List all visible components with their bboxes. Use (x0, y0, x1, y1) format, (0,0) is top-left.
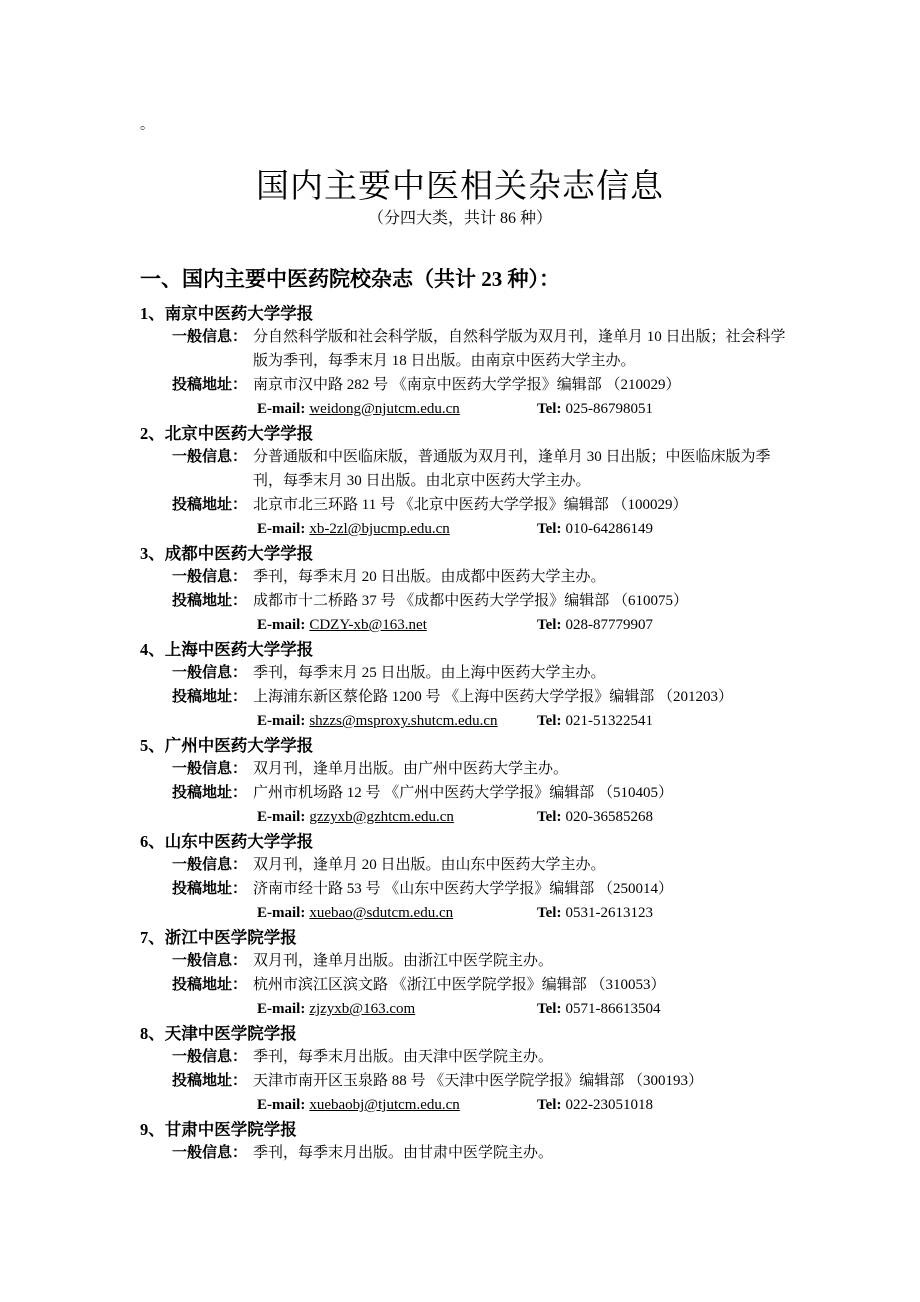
info-label: 一般信息： (172, 1145, 248, 1161)
info-value: 双月刊，逢单月出版。由浙江中医学院主办。 (253, 953, 554, 969)
email-link[interactable]: shzzs@msproxy.shutcm.edu.cn (309, 713, 498, 729)
tel-value: 010-64286149 (565, 521, 653, 537)
address-row (140, 373, 800, 397)
tel-label: Tel: (537, 521, 562, 537)
section-heading: 一、国内主要中医药院校杂志（共计 23 种）： (140, 267, 560, 291)
address-value: 北京市北三环路 11 号 《北京中医药大学学报》编辑部 （100029） (253, 497, 688, 513)
page-subtitle: （分四大类，共计 86 种） (367, 210, 552, 227)
journal-title: 8、天津中医学院学报 (140, 1024, 297, 1043)
email-link[interactable]: xuebao@sdutcm.edu.cn (309, 905, 454, 921)
email-link[interactable]: xuebaobj@tjutcm.edu.cn (309, 1097, 460, 1113)
journal-title: 7、浙江中医学院学报 (140, 928, 297, 947)
info-value: 季刊，每季末月出版。由甘肃中医学院主办。 (253, 1145, 554, 1161)
address-value: 南京市汉中路 282 号 《南京中医药大学学报》编辑部 （210029） (253, 377, 681, 393)
address-row (140, 973, 800, 997)
journal-entry (140, 1021, 800, 1117)
journal-title: 5、广州中医药大学学报 (140, 736, 314, 755)
tel-value: 025-86798051 (565, 401, 653, 417)
contact-row (140, 397, 800, 421)
contact-row (140, 517, 800, 541)
info-row (140, 1045, 800, 1069)
info-value: 季刊，每季末月出版。由天津中医学院主办。 (253, 1049, 554, 1065)
address-row (140, 685, 800, 709)
email-link[interactable]: xb-2zl@bjucmp.edu.cn (309, 521, 450, 537)
tel-value: 020-36585268 (565, 809, 653, 825)
address-label: 投稿地址： (172, 497, 248, 513)
info-row (140, 445, 800, 493)
tel-value: 028-87779907 (565, 617, 653, 633)
journal-entry (140, 637, 800, 733)
contact-row (140, 613, 800, 637)
info-label: 一般信息： (172, 665, 248, 681)
info-value: 分普通版和中医临床版，普通版为双月刊，逢单月 30 日出版；中医临床版为季刊，每季末月 30 日出版。由北京中医药大学主办。 (253, 449, 771, 489)
info-row (140, 853, 800, 877)
info-row (140, 325, 800, 373)
contact-row (140, 1093, 800, 1117)
tel-label: Tel: (537, 809, 562, 825)
address-value: 上海浦东新区蔡伦路 1200 号 《上海中医药大学学报》编辑部 （201203） (253, 689, 734, 705)
email-label: E-mail: (257, 905, 306, 921)
info-label: 一般信息： (172, 569, 248, 585)
address-label: 投稿地址： (172, 689, 248, 705)
info-row (140, 1141, 800, 1165)
journal-entry (140, 421, 800, 541)
journal-title: 3、成都中医药大学学报 (140, 544, 314, 563)
tel-label: Tel: (537, 905, 562, 921)
info-row (140, 565, 800, 589)
address-label: 投稿地址： (172, 785, 248, 801)
contact-row (140, 997, 800, 1021)
email-link[interactable]: CDZY-xb@163.net (309, 617, 427, 633)
journal-title: 1、南京中医药大学学报 (140, 304, 314, 323)
journal-entry (140, 541, 800, 637)
email-label: E-mail: (257, 713, 306, 729)
info-value: 分自然科学版和社会科学版，自然科学版为双月刊，逢单月 10 日出版；社会科学版为季刊，每季末月 18 日出版。由南京中医药大学主办。 (253, 329, 786, 369)
address-value: 广州市机场路 12 号 《广州中医药大学学报》编辑部 （510405） (253, 785, 674, 801)
contact-row (140, 709, 800, 733)
tel-value: 0531-2613123 (565, 905, 653, 921)
info-value: 双月刊，逢单月出版。由广州中医药大学主办。 (253, 761, 569, 777)
contact-row (140, 805, 800, 829)
tel-value: 021-51322541 (565, 713, 653, 729)
address-label: 投稿地址： (172, 1073, 248, 1089)
info-label: 一般信息： (172, 1049, 248, 1065)
journal-title: 9、甘肃中医学院学报 (140, 1120, 297, 1139)
email-label: E-mail: (257, 401, 306, 417)
email-link[interactable]: weidong@njutcm.edu.cn (309, 401, 460, 417)
address-label: 投稿地址： (172, 881, 248, 897)
email-label: E-mail: (257, 1097, 306, 1113)
address-value: 杭州市滨江区滨文路 《浙江中医学院学报》编辑部 （310053） (253, 977, 666, 993)
address-row (140, 877, 800, 901)
address-value: 天津市南开区玉泉路 88 号 《天津中医学院学报》编辑部 （300193） (253, 1073, 704, 1089)
info-label: 一般信息： (172, 329, 248, 345)
tel-label: Tel: (537, 617, 562, 633)
journal-entry (140, 1117, 800, 1165)
journal-entry (140, 829, 800, 925)
email-link[interactable]: gzzyxb@gzhtcm.edu.cn (309, 809, 454, 825)
tel-value: 0571-86613504 (565, 1001, 661, 1017)
email-label: E-mail: (257, 617, 306, 633)
journal-title: 4、上海中医药大学学报 (140, 640, 314, 659)
journal-entry (140, 733, 800, 829)
address-row (140, 589, 800, 613)
address-label: 投稿地址： (172, 377, 248, 393)
tel-label: Tel: (537, 1097, 562, 1113)
info-value: 季刊，每季末月 20 日出版。由成都中医药大学主办。 (253, 569, 606, 585)
journal-list (140, 301, 800, 1165)
address-row (140, 1069, 800, 1093)
tel-value: 022-23051018 (565, 1097, 653, 1113)
journal-title: 6、山东中医药大学学报 (140, 832, 314, 851)
address-label: 投稿地址： (172, 977, 248, 993)
email-label: E-mail: (257, 1001, 306, 1017)
info-row (140, 661, 800, 685)
address-row (140, 781, 800, 805)
info-label: 一般信息： (172, 857, 248, 873)
tel-label: Tel: (537, 401, 562, 417)
info-row (140, 757, 800, 781)
tel-label: Tel: (537, 713, 562, 729)
info-label: 一般信息： (172, 449, 248, 465)
journal-title: 2、北京中医药大学学报 (140, 424, 314, 443)
info-value: 季刊，每季末月 25 日出版。由上海中医药大学主办。 (253, 665, 606, 681)
tel-label: Tel: (537, 1001, 562, 1017)
contact-row (140, 901, 800, 925)
address-value: 济南市经十路 53 号 《山东中医药大学学报》编辑部 （250014） (253, 881, 674, 897)
info-row (140, 949, 800, 973)
page-title: 国内主要中医相关杂志信息 (256, 169, 664, 205)
info-label: 一般信息： (172, 953, 248, 969)
address-value: 成都市十二桥路 37 号 《成都中医药大学学报》编辑部 （610075） (253, 593, 689, 609)
info-value: 双月刊，逢单月 20 日出版。由山东中医药大学主办。 (253, 857, 606, 873)
email-label: E-mail: (257, 521, 306, 537)
journal-entry (140, 925, 800, 1021)
address-row (140, 493, 800, 517)
stray-mark: 。 (140, 118, 154, 133)
info-label: 一般信息： (172, 761, 248, 777)
email-label: E-mail: (257, 809, 306, 825)
journal-entry (140, 301, 800, 421)
address-label: 投稿地址： (172, 593, 248, 609)
email-link[interactable]: zjzyxb@163.com (309, 1001, 416, 1017)
